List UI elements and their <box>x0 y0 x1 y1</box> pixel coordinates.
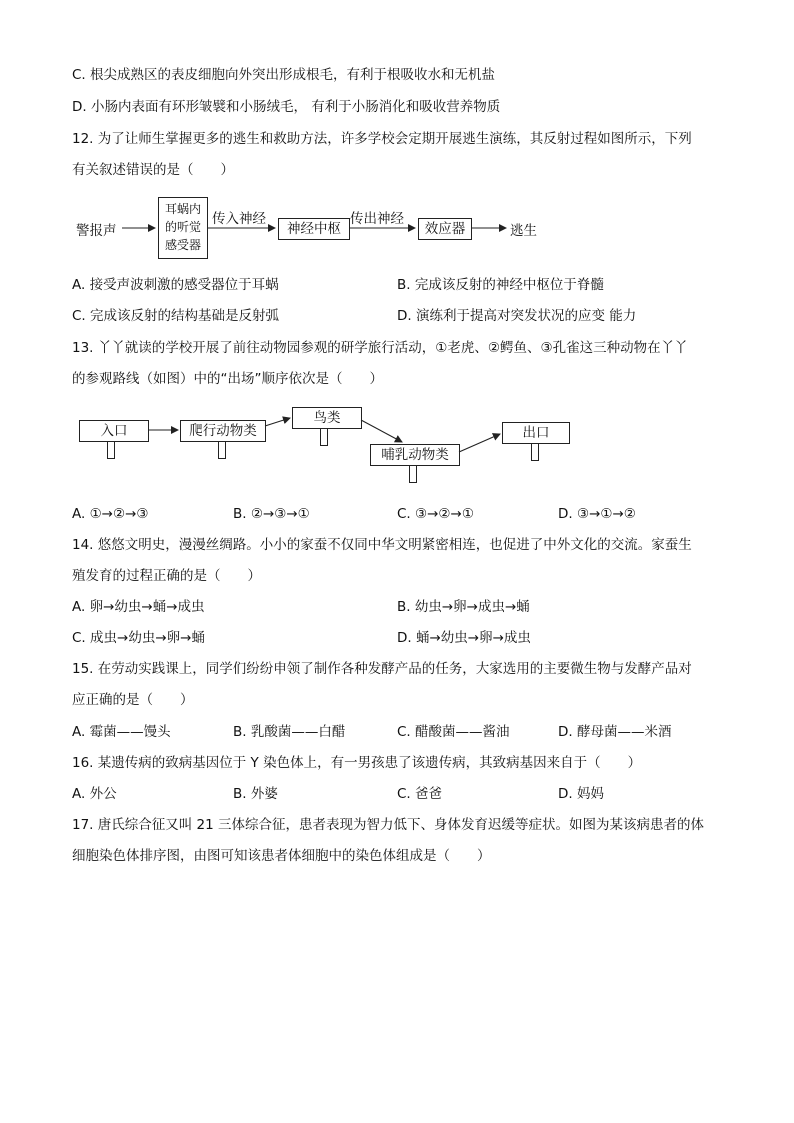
arrow-birds-to-mammals <box>361 420 402 442</box>
response-label: 逃生 <box>510 223 537 239</box>
q13-stem-line1: 13. 丫丫就读的学校开展了前往动物园参观的研学旅行活动，①老虎、②鳄鱼、③孔雀这三种动物在丫丫 <box>72 340 688 356</box>
q13-option-c: C. ③→②→① <box>397 506 474 522</box>
q16-option-c: C. 爸爸 <box>397 786 443 802</box>
mammals-sign: 哺乳动物类 <box>370 444 460 466</box>
q14-stem-line1: 14. 悠悠文明史，漫漫丝绸路。小小的家蚕不仅同中华文明紧密相连，也促进了中外文化的交流。家蚕生 <box>72 537 692 553</box>
nerve-center-box: 神经中枢 <box>278 218 350 240</box>
q14-option-d: D. 蛹→幼虫→卵→成虫 <box>397 630 531 646</box>
effector-box: 效应器 <box>418 218 472 240</box>
q14-option-a: A. 卵→幼虫→蛹→成虫 <box>72 599 205 615</box>
receptor-line1: 耳蜗内 <box>164 202 201 216</box>
q16-stem-line1: 16. 某遗传病的致病基因位于 Y 染色体上，有一男孩患了该遗传病，其致病基因来自于（ ） <box>72 755 642 771</box>
q15-stem-line1: 15. 在劳动实践课上，同学们纷纷申领了制作各种发酵产品的任务，大家选用的主要微生物与发酵产品对 <box>72 661 692 677</box>
q11-option-d: D. 小肠内表面有环形皱襞和小肠绒毛， 有利于小肠消化和吸收营养物质 <box>72 99 501 115</box>
q14-stem-line2: 殖发育的过程正确的是（ ） <box>72 568 261 584</box>
q14-option-b: B. 幼虫→卵→成虫→蛹 <box>397 599 530 615</box>
q15-option-b: B. 乳酸菌——白醋 <box>233 724 346 740</box>
receptor-line2: 的听觉 <box>164 220 201 234</box>
q12-option-b: B. 完成该反射的神经中枢位于脊髓 <box>397 277 604 293</box>
q12-option-d: D. 演练利于提高对突发状况的应变 能力 <box>397 308 637 324</box>
q16-option-d: D. 妈妈 <box>558 786 604 802</box>
exit-sign: 出口 <box>502 422 570 444</box>
birds-sign: 鸟类 <box>292 407 362 429</box>
q15-option-d: D. 酵母菌——米酒 <box>558 724 672 740</box>
q15-stem-line2: 应正确的是（ ） <box>72 692 194 708</box>
q15-option-a: A. 霉菌——馒头 <box>72 724 171 740</box>
afferent-nerve-label: 传入神经 <box>212 211 266 227</box>
q12-option-c: C. 完成该反射的结构基础是反射弧 <box>72 308 280 324</box>
q11-option-c: C. 根尖成熟区的表皮细胞向外突出形成根毛，有利于根吸收水和无机盐 <box>72 67 496 83</box>
q16-option-b: B. 外婆 <box>233 786 278 802</box>
arrow-mammals-to-exit <box>459 434 500 452</box>
arrow-reptiles-to-birds <box>265 418 290 426</box>
q17-stem-line2: 细胞染色体排序图，由图可知该患者体细胞中的染色体组成是（ ） <box>72 848 491 864</box>
q12-stem-line1: 12. 为了让师生掌握更多的逃生和救助方法，许多学校会定期开展逃生演练，其反射过程如图所示，下列 <box>72 131 692 147</box>
reptiles-sign: 爬行动物类 <box>180 420 266 442</box>
q13-option-d: D. ③→①→② <box>558 506 636 522</box>
q14-option-c: C. 成虫→幼虫→卵→蛹 <box>72 630 205 646</box>
q17-stem-line1: 17. 唐氏综合征又叫 21 三体综合征，患者表现为智力低下、身体发育迟缓等症状。如图为某该病患者的体 <box>72 817 705 833</box>
receptor-line3: 感受器 <box>164 238 201 252</box>
entrance-sign: 入口 <box>79 420 149 442</box>
q13-stem-line2: 的参观路线（如图）中的“出场”顺序依次是（ ） <box>72 371 383 387</box>
efferent-nerve-label: 传出神经 <box>350 211 404 227</box>
stimulus-label: 警报声 <box>76 223 117 239</box>
q13-option-b: B. ②→③→① <box>233 506 310 522</box>
q12-option-a: A. 接受声波刺激的感受器位于耳蜗 <box>72 277 279 293</box>
q13-option-a: A. ①→②→③ <box>72 506 149 522</box>
q16-option-a: A. 外公 <box>72 786 117 802</box>
q12-stem-line2: 有关叙述错误的是（ ） <box>72 162 234 178</box>
q15-option-c: C. 醋酸菌——酱油 <box>397 724 510 740</box>
